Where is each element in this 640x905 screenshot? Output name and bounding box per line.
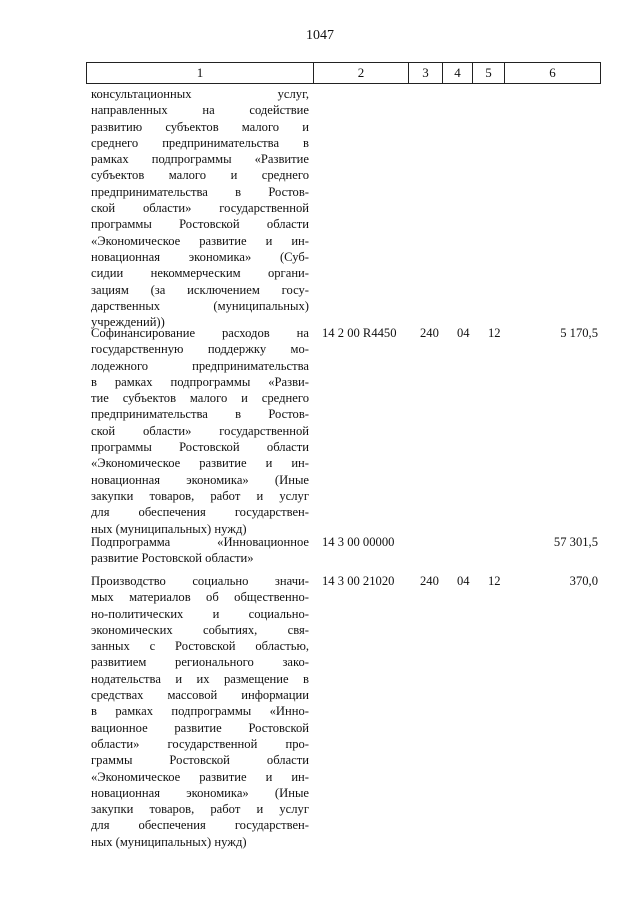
description-line: рамках подпрограммы «Развитие <box>91 152 309 167</box>
description-line: Подпрограмма «Инновационное <box>91 535 309 549</box>
column-header-5: 5 <box>473 63 505 84</box>
row-description <box>91 86 309 330</box>
row-code: 14 2 00 R4450 <box>322 326 397 340</box>
description-line: развитие Ростовской области» <box>91 551 254 566</box>
column-header-table <box>86 62 601 84</box>
description-line: программы Ростовской области <box>91 440 309 455</box>
description-line: новационная экономика» (Иные <box>91 785 309 800</box>
description-line: лодежного предпринимательства <box>91 358 309 373</box>
description-line: для обеспечения государствен- <box>91 505 309 520</box>
description-line: новационная экономика» (Суб- <box>91 249 309 264</box>
description-line: предпринимательства в Ростов- <box>91 184 309 199</box>
description-line: ных (муниципальных) нужд) <box>91 521 247 536</box>
row-section: 04 <box>457 574 470 588</box>
description-line: но-политических и социально- <box>91 606 309 621</box>
description-line: нодательства и их размещение в <box>91 671 309 686</box>
description-line: консультационных услуг, <box>91 87 309 101</box>
description-line: Софинансирование расходов на <box>91 326 309 340</box>
column-header-3: 3 <box>409 63 443 84</box>
description-line: сидии некоммерческим органи- <box>91 266 309 281</box>
description-line: для обеспечения государствен- <box>91 818 309 833</box>
description-line: субъектов малого и среднего <box>91 168 309 183</box>
column-header-1: 1 <box>87 63 314 84</box>
description-line: «Экономическое развитие и ин- <box>91 769 309 784</box>
row-amount: 370,0 <box>569 574 598 588</box>
row-description <box>91 325 309 537</box>
description-line: вационное развитие Ростовской <box>91 720 309 735</box>
column-header-6: 6 <box>505 63 601 84</box>
row-subsection: 12 <box>488 326 501 340</box>
description-line: ской области» государственной <box>91 423 309 438</box>
column-header-row <box>87 63 601 84</box>
description-line: предпринимательства в Ростов- <box>91 407 309 422</box>
row-amount: 5 170,5 <box>560 326 598 340</box>
description-line: средствах массовой информации <box>91 688 309 703</box>
row-code: 14 3 00 00000 <box>322 535 395 549</box>
column-header-4: 4 <box>443 63 473 84</box>
row-expense-type: 240 <box>420 574 439 588</box>
description-line: направленных на содействие <box>91 103 309 118</box>
description-line: экономических событиях, свя- <box>91 622 309 637</box>
description-line: развитию субъектов малого и <box>91 119 309 134</box>
description-line: государственную поддержку мо- <box>91 342 309 357</box>
description-line: закупки товаров, работ и услуг <box>91 802 309 817</box>
description-line: тие субъектов малого и среднего <box>91 391 309 406</box>
row-section: 04 <box>457 326 470 340</box>
description-line: в рамках подпрограммы «Инно- <box>91 704 309 719</box>
row-expense-type: 240 <box>420 326 439 340</box>
description-line: Производство социально значи- <box>91 574 309 588</box>
row-code: 14 3 00 21020 <box>322 574 395 588</box>
description-line: ных (муниципальных) нужд) <box>91 834 247 849</box>
row-amount: 57 301,5 <box>553 535 598 549</box>
description-line: в рамках подпрограммы «Разви- <box>91 374 309 389</box>
description-line: граммы Ростовской области <box>91 753 309 768</box>
column-header-2: 2 <box>314 63 409 84</box>
description-line: «Экономическое развитие и ин- <box>91 456 309 471</box>
description-line: учреждений)) <box>91 315 165 330</box>
description-line: среднего предпринимательства в <box>91 135 309 150</box>
description-line: зациям (за исключением госу- <box>91 282 309 297</box>
description-line: «Экономическое развитие и ин- <box>91 233 309 248</box>
description-line: дарственных (муниципальных) <box>91 298 309 313</box>
page-number: 1047 <box>306 28 334 43</box>
description-line: закупки товаров, работ и услуг <box>91 488 309 503</box>
row-description <box>91 534 309 567</box>
description-line: новационная экономика» (Иные <box>91 472 309 487</box>
description-line: области» государственной про- <box>91 736 309 751</box>
description-line: ской области» государственной <box>91 201 309 216</box>
row-description <box>91 573 309 850</box>
description-line: программы Ростовской области <box>91 217 309 232</box>
description-line: занных с Ростовской областью, <box>91 639 309 654</box>
row-subsection: 12 <box>488 574 501 588</box>
description-line: развитием регионального зако- <box>91 655 309 670</box>
description-line: мых материалов об общественно- <box>91 590 309 605</box>
